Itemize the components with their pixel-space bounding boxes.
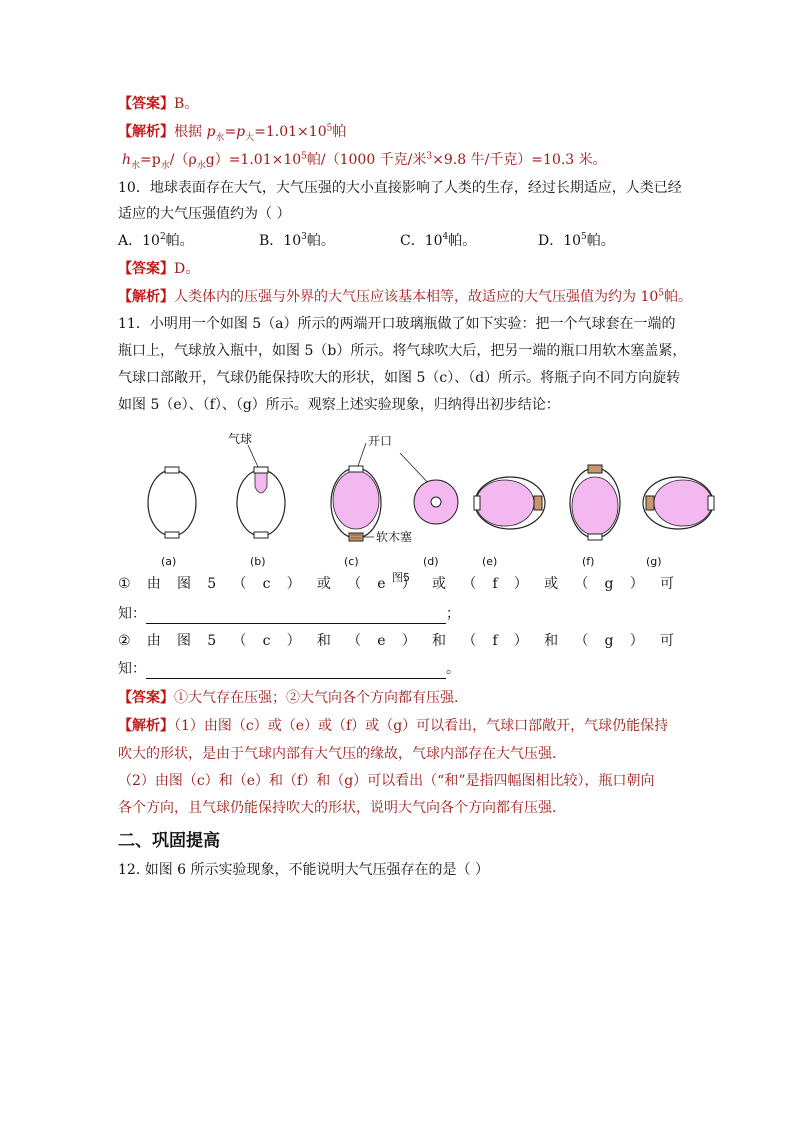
- label-balloon: 气球: [228, 432, 253, 446]
- analysis-11-line3: （2）由图（c）和（e）和（f）和（g）可以看出（“和”是指四幅图相比较），瓶口朝向: [118, 773, 655, 789]
- bottle-d: [400, 453, 458, 524]
- analysis-9: [118, 122, 346, 142]
- caption-c: (c): [344, 555, 359, 568]
- answer-tag: 【答案】: [118, 96, 174, 112]
- caption-a: (a): [161, 555, 177, 568]
- bottle-e: [474, 477, 545, 529]
- question-11-line1: 11．小明用一个如图 5（a）所示的两端开口玻璃瓶做了如下实验：把一个气球套在一端的: [118, 316, 676, 332]
- analysis-tag: 【解析】: [118, 718, 174, 734]
- analysis-10: [118, 287, 692, 307]
- analysis-tag: 【解析】: [118, 124, 174, 140]
- caption-b: (b): [250, 555, 266, 568]
- q11-statement-1: ① 由 图 5 （ c ） 或 （ e ） 或 （ f ） 或 （ g ） 可: [118, 576, 674, 592]
- question-11-line4: 如图 5（e）、（f）、（g）所示。观察上述实验现象，归纳得出初步结论：: [118, 397, 560, 413]
- figure-title: 图5: [392, 571, 410, 584]
- question-10-line2: 适应的大气压强值约为（ ）: [118, 206, 291, 222]
- analysis-text: 根据 $p_水=p_大=1.01\times 10^5$帕: [174, 123, 347, 143]
- answer-tag: 【答案】: [118, 690, 174, 706]
- answer-9: [118, 94, 198, 114]
- answer-11: [118, 688, 458, 708]
- analysis-11-line2: 吹大的形状，是由于气球内部有大气压的缘故，气球内部存在大气压强．: [118, 746, 566, 762]
- balloon-small: [255, 473, 267, 493]
- bottle-b: [228, 431, 285, 538]
- bottle-f: [570, 465, 620, 540]
- option-a: A．102帕。: [118, 232, 194, 249]
- analysis-11-line4: 各个方向，且气球仍能保持吹大的形状，说明大气向各个方向都有压强．: [118, 800, 566, 816]
- label-opening: 开口: [368, 434, 393, 448]
- q11-blank-2: 知： 。: [118, 661, 460, 677]
- analysis-9-formula: $h_水=p_水/(\rho_水g)=1.01\times 10^5$帕/（1000 千克/米$^3$×9.8 牛/千克）=10.3 米。: [122, 151, 607, 171]
- caption-f: (f): [582, 555, 595, 568]
- bottle-g: [643, 477, 714, 529]
- cork: [349, 533, 363, 541]
- answer-text: B。: [174, 96, 199, 112]
- caption-d: (d): [423, 555, 439, 568]
- answer-10: [118, 259, 199, 279]
- figure-5: [130, 425, 720, 585]
- q11-blank-1: 知： ；: [118, 606, 460, 622]
- answer-tag: 【答案】: [118, 261, 174, 277]
- answer-text: ①大气存在压强；②大气向各个方向都有压强.: [174, 690, 459, 706]
- option-d: D．105帕。: [538, 232, 615, 249]
- q11-statement-2: ② 由 图 5 （ c ） 和 （ e ） 和 （ f ） 和 （ g ） 可: [118, 633, 674, 649]
- answer-blank-1[interactable]: [146, 609, 446, 624]
- caption-g: (g): [646, 555, 662, 568]
- bottle-c: [331, 434, 412, 544]
- question-11-line2: 瓶口上，气球放入瓶中，如图 5（b）所示。将气球吹大后，把另一端的瓶口用软木塞盖紧，: [118, 343, 687, 359]
- bottle-a: [148, 467, 196, 538]
- analysis-text: 人类体内的压强与外界的大气压应该基本相等，故适应的大气压强值为约为 $10^5$帕。: [174, 288, 692, 305]
- option-c: C．104帕。: [400, 232, 477, 249]
- question-10-line1: 10．地球表面存在大气，大气压强的大小直接影响了人类的生存，经过长期适应，人类已经: [118, 180, 682, 196]
- analysis-tag: 【解析】: [118, 289, 174, 305]
- balloon-inflated: [333, 471, 379, 529]
- option-b: B．103帕。: [259, 232, 335, 249]
- section-heading: 二、巩固提高: [118, 831, 220, 851]
- label-cork: 软木塞: [376, 530, 413, 544]
- analysis-11-line1: 【解析】（1）由图（c）或（e）或（f）或（g）可以看出，气球口部敞开，气球仍能保持: [118, 718, 669, 734]
- question-11-line3: 气球口部敞开，气球仍能保持吹大的形状，如图 5（c）、（d）所示。将瓶子向不同方向旋转: [118, 370, 681, 386]
- answer-text: D。: [174, 261, 200, 277]
- question-12: 12. 如图 6 所示实验现象，不能说明大气压强存在的是（ ）: [118, 862, 489, 878]
- answer-blank-2[interactable]: [146, 664, 446, 679]
- question-10-options: [118, 231, 615, 251]
- caption-e: (e): [482, 555, 498, 568]
